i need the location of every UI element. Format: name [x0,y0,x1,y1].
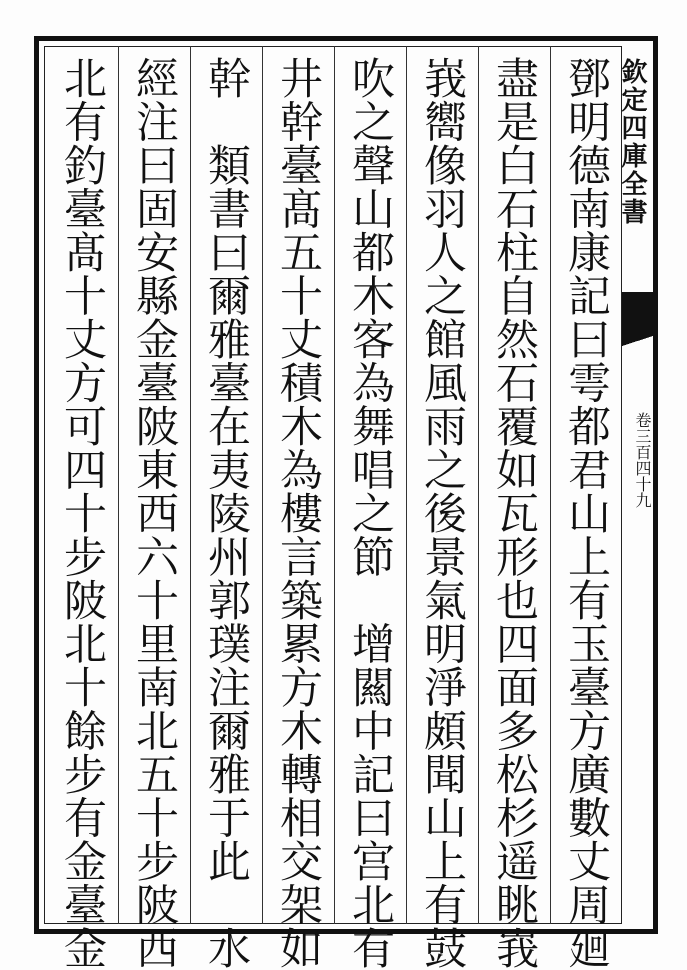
text-column-5 [262,46,334,970]
column-text: 經注曰固安縣金臺陂東西六十里南北五十步陂西 [129,56,179,970]
text-column-2 [478,46,550,970]
text-column-3 [406,46,478,970]
column-text: 井幹臺髙五十丈積木為樓言築累方木轉相交架如 [273,56,323,970]
column-text: 幹 類書曰爾雅臺在夷陵州郭璞注爾雅于此 水 [201,56,251,970]
text-column-4 [334,46,406,970]
column-text: 盡是白石柱自然石覆如瓦形也四面多松杉遥眺峩 [489,56,539,970]
text-column-7 [118,46,190,970]
fish-tail-notch [622,336,653,346]
volume-number: 卷三百四十九 [633,412,652,508]
text-column-8 [46,46,118,970]
column-text: 鄧明德南康記曰雩都君山上有玉臺方廣數丈周廻 [561,56,611,970]
column-text: 峩嚮像羽人之館風雨之後景氣明淨頗聞山上有鼓 [417,56,467,970]
text-column-1 [550,46,622,970]
text-column-6 [190,46,262,970]
fish-tail-mark [622,292,653,336]
text-columns [44,46,622,970]
book-title: 欽定四庫全書 [617,58,647,226]
column-text: 北有釣臺髙十丈方可四十步陂北十餘步有金臺金 [57,56,107,970]
column-text: 吹之聲山都木客為舞唱之節 增闗中記曰宫北有 [345,56,395,970]
